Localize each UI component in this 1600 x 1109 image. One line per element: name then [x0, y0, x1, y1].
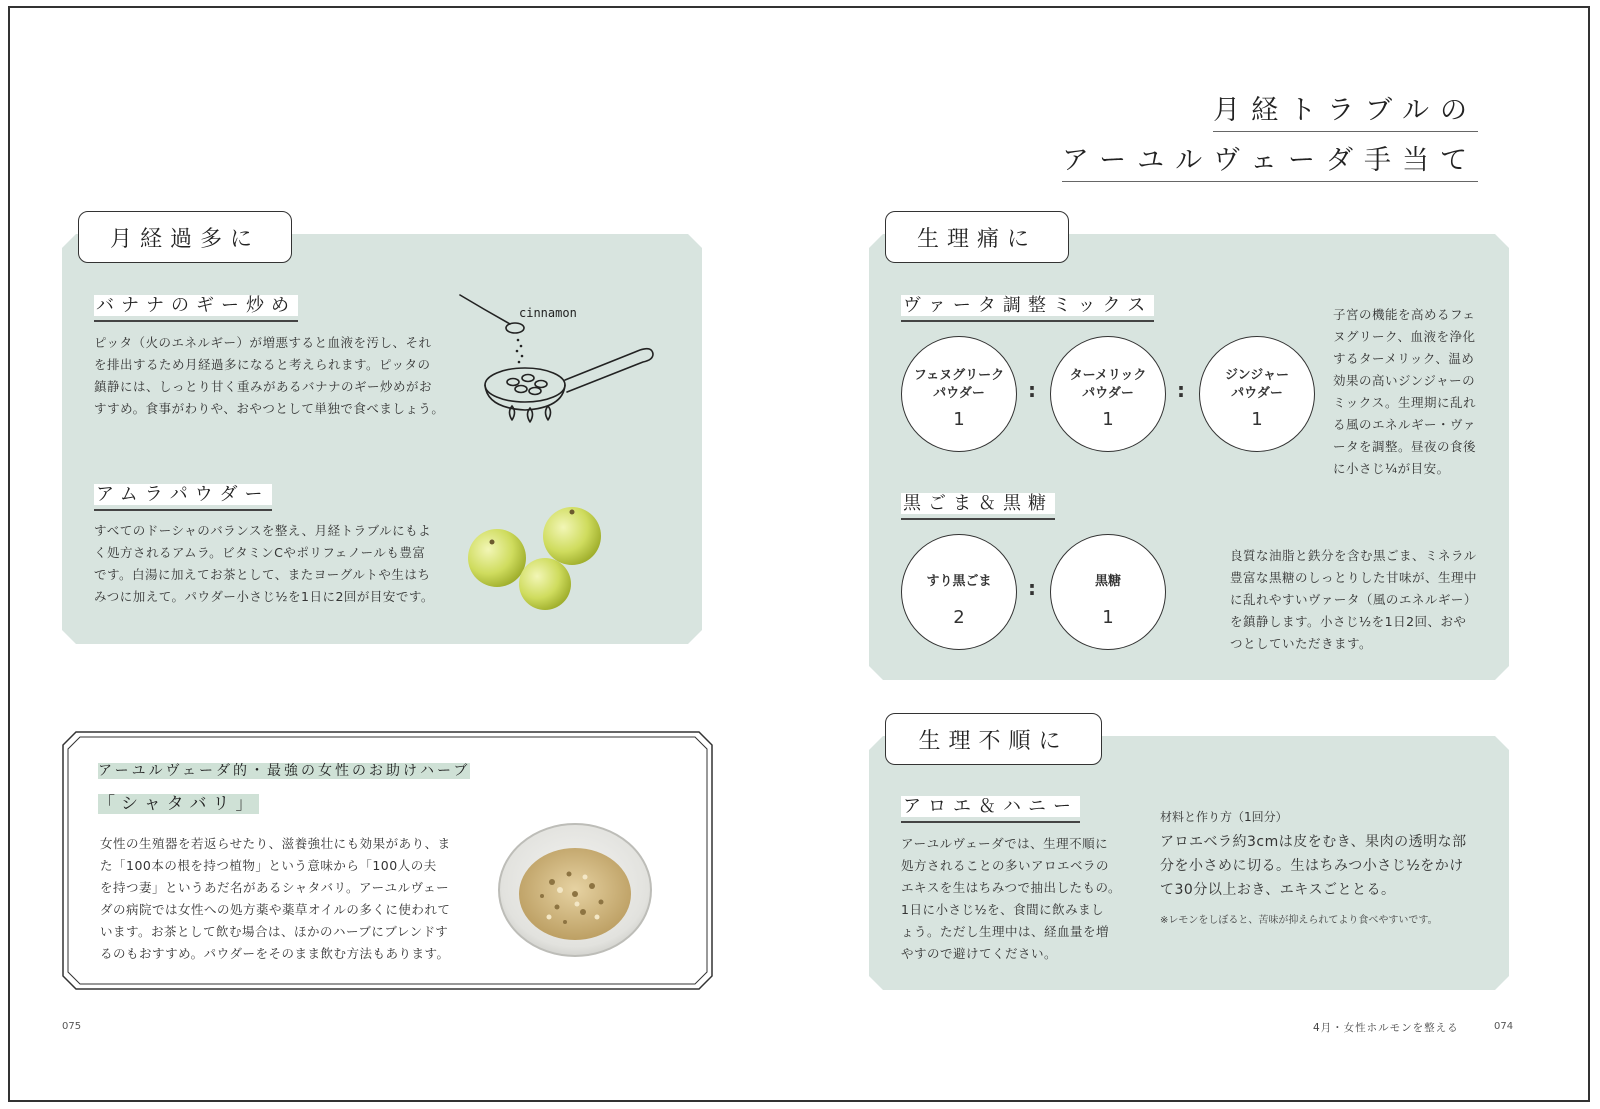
- frying-pan-illustration: [455, 290, 665, 430]
- ratio-circle-ginger: ジンジャー パウダー 1: [1199, 336, 1315, 452]
- page-number-right: 074: [1494, 1021, 1514, 1032]
- page-title-line1: 月経トラブルの: [1213, 88, 1478, 132]
- amla-fruit-photo: [462, 502, 612, 614]
- section-tab-irregular-period: 生理不順に: [885, 713, 1102, 765]
- mix-title-vata: ヴァータ調整ミックス: [901, 291, 1154, 322]
- item-text-aloe-honey: アーユルヴェーダでは、生理不順に 処方されることの多いアロエベラの エキスを生はちみつで抽出したもの。 1日に小さじ½を、食間に飲みまし ょう。ただし生理中は、経血量を増 やすので避けてください。: [901, 836, 1122, 961]
- section-tab-period-pain: 生理痛に: [885, 211, 1069, 263]
- herb-kicker: アーユルヴェーダ的・最強の女性のお助けハーブ: [98, 763, 471, 779]
- ratio-colon: :: [1177, 378, 1185, 402]
- cinnamon-label: cinnamon: [519, 306, 577, 320]
- recipe-heading: 材料と作り方（1回分）: [1160, 810, 1288, 824]
- ratio-colon: :: [1028, 576, 1036, 600]
- ratio-circle-sesame: すり黒ごま 2: [901, 534, 1017, 650]
- herb-name: 「シャタバリ」: [98, 794, 259, 814]
- section-tab-heavy-menstruation: 月経過多に: [78, 211, 292, 263]
- ratio-circle-fenugreek: フェヌグリーク パウダー 1: [901, 336, 1017, 452]
- herb-text: 女性の生殖器を若返らせたり、滋養強壮にも効果があり、ま た「100本の根を持つ植物」という意味から「100人の夫 を持つ妻」というあだ名があるシャタバリ。アーユルヴェー ダの病院では女性への処方薬や薬草オイルの多くに使われて います。お茶として飲む場合は、ほかのハーブにブレンドす るのもおすすめ。パウダーをそのまま飲む方法もあります。: [100, 836, 451, 961]
- shatavari-bowl-photo: [497, 822, 653, 960]
- ratio-colon: :: [1028, 378, 1036, 402]
- ratio-circle-turmeric: ターメリック パウダー 1: [1050, 336, 1166, 452]
- mix-text-vata: 子宮の機能を高めるフェ ヌグリーク、血液を浄化 するターメリック、温め 効果の高いジンジャーの ミックス。生理期に乱れ る風のエネルギー・ヴァ ータを調整。昼夜の食後 に小さじ¼が目安。: [1333, 307, 1477, 476]
- item-text-banana-ghee: ピッタ（火のエネルギー）が増悪すると血液を汚し、それ を排出するため月経過多になると考えられます。ピッタの 鎮静には、しっとり甘く重みがあるバナナのギー炒めがお すすめ。食事がわりや、おやつとして単独で食べましょう。: [94, 335, 445, 416]
- item-text-amla-powder: すべてのドーシャのバランスを整え、月経トラブルにもよ く処方されるアムラ。ビタミンCやポリフェノールも豊富 です。白湯に加えてお茶として、またヨーグルトや生はち みつに加えて。パウダー小さじ½を1日に2回が目安です。: [94, 523, 434, 604]
- ratio-circle-brown-sugar: 黒糖 1: [1050, 534, 1166, 650]
- mix-title-black-sesame: 黒ごま＆黒糖: [901, 489, 1055, 520]
- recipe-note: ※レモンをしぼると、苦味が抑えられてより食べやすいです。: [1160, 915, 1438, 926]
- recipe-text: アロエベラ約3cmは皮をむき、果肉の透明な部 分を小さめに切る。生はちみつ小さじ½をかけ て30分以上おき、エキスごととる。: [1160, 834, 1467, 898]
- mix-text-black-sesame: 良質な油脂と鉄分を含む黒ごま、ミネラル 豊富な黒糖のしっとりした甘味が、生理中 に乱れやすいヴァータ（風のエネルギー） を鎮静します。小さじ½を1日2回、おや つとしていただきます。: [1230, 548, 1478, 651]
- item-title-banana-ghee: バナナのギー炒め: [94, 291, 298, 322]
- footer-chapter: 4月・女性ホルモンを整える: [1313, 1022, 1459, 1034]
- page-title-line2: アーユルヴェーダ手当て: [1062, 138, 1478, 182]
- item-title-aloe-honey: アロエ＆ハニー: [901, 792, 1080, 823]
- page-number-left: 075: [62, 1021, 82, 1032]
- item-title-amla-powder: アムラパウダー: [94, 480, 272, 511]
